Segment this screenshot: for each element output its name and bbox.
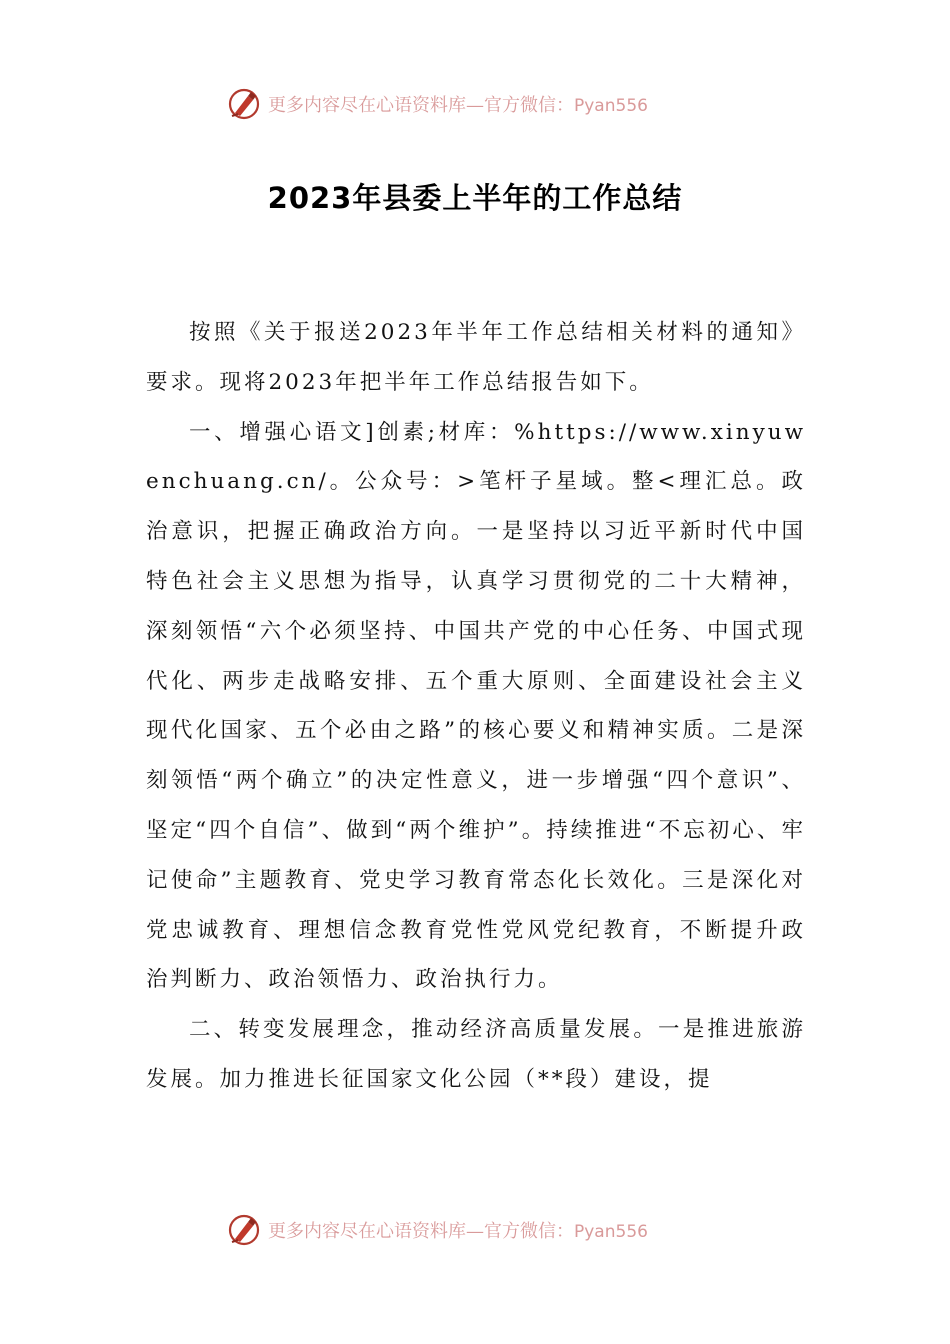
pen-nib-logo-icon <box>226 86 262 122</box>
paragraph: 二、转变发展理念，推动经济高质量发展。一是推进旅游发展。加力推进长征国家文化公园（**段）建设，提 <box>146 1017 806 1092</box>
header-banner <box>226 84 648 124</box>
document-body <box>146 308 806 1105</box>
banner-text: 更多内容尽在心语资料库—官方微信：Pyan556 <box>268 95 648 116</box>
paragraph: 一、增强心语文]创素;材库：%https://www.xinyuwenchuang.cn/。公众号：>笔杆子星域。整<理汇总。政治意识，把握正确政治方向。一是坚持以习近平新时代中国特色社会主义思想为指导，认真学习贯彻党的二十大精神，深刻领悟“六个必须坚持、中国共产党的中心任务、中国式现代化、两步走战略安排、五个重大原则、全面建设社会主义现代化国家、五个必由之路”的核心要义和精神实质。二是深刻领悟“两个确立”的决定性意义，进一步增强“四个意识”、坚定“四个自信”、做到“两个维护”。持续推进“不忘初心、牢记使命”主题教育、党史学习教育常态化长效化。三是深化对党忠诚教育、理想信念教育党性党风党纪教育，不断提升政治判断力、政治领悟力、政治执行力。 <box>146 419 806 993</box>
banner-text: 更多内容尽在心语资料库—官方微信：Pyan556 <box>268 1221 648 1242</box>
paragraph: 按照《关于报送2023年半年工作总结相关材料的通知》要求。现将2023年把半年工作总结报告如下。 <box>146 320 806 395</box>
footer-banner <box>226 1210 648 1250</box>
pen-nib-logo-icon <box>226 1212 262 1248</box>
document-title: 2023年县委上半年的工作总结 <box>267 181 683 215</box>
